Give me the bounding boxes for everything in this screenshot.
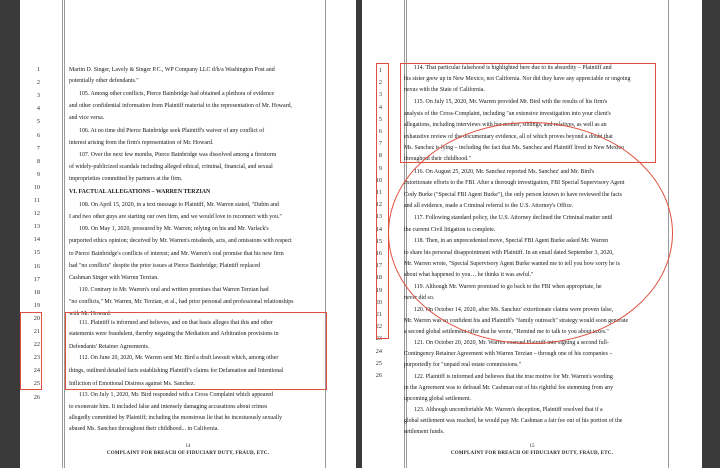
text-line: 117. Following standard policy, the U.S. Attorney declined the Criminal matter until — [414, 215, 613, 221]
text-line: Mr. Warren was so confident his and Plaintiff's "family outreach" strategy would soon generate — [404, 318, 629, 324]
text-line: a second global settlement offer that he wrote, "Remind me to talk to you about taxes." — [404, 329, 609, 335]
text-line: 120. On October 14, 2020, after Ms. Sanchez' extortionate claims were proven false, — [414, 307, 614, 313]
page-number: 15 — [529, 444, 535, 449]
text-line: 107. Over the next few months, Pierce Bainbridge was dissolved among a firestorm — [79, 152, 277, 158]
text-line: 109. On May 1, 2020, pressured by Mr. Warren; relying on his and Mr. Varlack's — [79, 226, 269, 232]
text-line: analysis of the Cross-Complaint, including "an extensive investigation into your client's — [404, 111, 611, 117]
line-number: 4 — [36, 105, 40, 113]
line-number: 18 — [375, 274, 382, 282]
line-number: 20 — [375, 298, 382, 306]
text-line: 122. Plaintiff is informed and believes that the true motive for Mr. Warren's wording — [414, 374, 613, 380]
line-number: 2 — [378, 79, 382, 87]
line-number: 12 — [375, 201, 382, 209]
text-line: "no conflicts," Mr. Warren, Mr. Terzian, et al., had prior personal and professional relationships — [69, 299, 294, 305]
text-line: improprieties committed by partners at the firm. — [69, 176, 183, 182]
text-line: Infliction of Emotional Distress against Ms. Sanchez. — [69, 381, 195, 387]
text-line: statements were fraudulent, thereby negating the Mediation and Arbitration provisions in — [69, 331, 279, 337]
line-number: 12 — [33, 210, 40, 218]
line-number: 9 — [378, 164, 382, 172]
line-number: 15 — [375, 237, 382, 245]
text-line: purportedly for "unpaid real estate commissions." — [404, 362, 522, 368]
text-line: Contingency Retainer Agreement with Warren Terzian – through one of his companies – — [404, 351, 613, 357]
text-line: VI. FACTUAL ALLEGATIONS – WARREN TERZIAN — [69, 189, 211, 195]
red-line-number-box — [20, 312, 42, 390]
red-annotation-box — [65, 312, 327, 390]
text-line: in the Agreement was to defraud Mr. Cashman out of his rightful fee stemming from any — [404, 385, 614, 391]
text-line: to share his personal disappointment with Plaintiff. In an email dated September 3, 2020, — [404, 250, 614, 256]
line-number: 22 — [375, 323, 382, 331]
text-line: to exonerate him. It included false and intensely damaging accusations about crimes — [69, 404, 268, 410]
text-line: Cody Burke ("Special FBI Agent Burke"), the only person known to have reviewed the facts — [404, 192, 622, 198]
line-number: 21 — [375, 311, 382, 318]
page-footer-title: COMPLAINT FOR BREACH OF FIDUCIARY DUTY, FRAUD, ETC. — [450, 451, 614, 456]
line-number: 8 — [36, 157, 40, 165]
line-number: 16 — [33, 262, 40, 270]
line-number: 25 — [33, 380, 40, 388]
margin-rule-inner — [64, 0, 65, 468]
text-line: potentially other defendants." — [69, 78, 139, 84]
line-number: 2 — [36, 79, 40, 87]
text-line: interest arising from the firm's representation of Mr. Howard. — [69, 140, 214, 146]
line-number: 5 — [378, 115, 382, 123]
text-line: upcoming global settlement. — [404, 396, 471, 402]
text-line: had "no conflicts" despite the prior issues at Pierce Bainbridge; Plaintiff replaced — [69, 263, 261, 269]
line-number: 26 — [375, 372, 382, 379]
text-line: 123. Although uncomfortable Mr. Warren's deception, Plaintiff resolved that if a — [414, 407, 603, 413]
line-number: 22 — [33, 341, 40, 349]
line-number: 23 — [33, 354, 40, 362]
text-line: I and two other guys are starting our own firm, and we would love to reconnect with you." — [69, 214, 282, 220]
text-line: 119. Although Mr. Warren promised to go back to the FBI when appropriate, he — [414, 284, 602, 290]
line-number: 17 — [375, 262, 382, 270]
text-line: Ms. Sanchez is lying – including the fact that Ms. Sanchez and Plaintiff lived in New Mexico — [404, 145, 625, 151]
text-line: and vice versa. — [69, 115, 105, 121]
margin-rule-right — [325, 0, 326, 468]
line-number: 9 — [36, 170, 40, 178]
line-number: 4 — [378, 103, 382, 111]
text-line: 112. On June 20, 2020, Mr. Warren sent Mr. Bird a draft lawsuit which, among other — [79, 355, 279, 361]
text-line: 121. On October 20, 2020, Mr. Warren coerced Plaintiff into signing a second full- — [414, 340, 609, 346]
text-line: 113. On July 1, 2020, Mr. Bird responded with a Cross Complaint which appeared — [79, 392, 273, 398]
line-number: 3 — [378, 91, 382, 99]
red-line-number-box — [376, 63, 389, 339]
line-number: 23 — [375, 335, 382, 343]
text-line: 115. On July 15, 2020, Mr. Warren provided Mr. Bird with the results of his firm's — [414, 99, 608, 105]
line-number: 24 — [375, 347, 382, 355]
red-annotation-ellipse — [388, 122, 673, 344]
text-line: allegedly committed by Plaintiff; including the monstrous lie that he incestuously sexually — [69, 415, 283, 421]
line-number: 15 — [33, 249, 40, 257]
text-line: exhaustive review of the documentary evidence, all of which proves beyond a doubt that — [404, 134, 613, 140]
text-line: nexus with the State of California. — [404, 87, 485, 93]
text-line: extortionate efforts to the FBI. After a thorough investigation, FBI Special Supervisory Agent — [404, 180, 625, 186]
text-line: to Pierce Bainbridge's conflicts of interest; and Mr. Warren's oral promise that his new firm — [69, 251, 284, 257]
line-number: 14 — [375, 225, 382, 233]
line-number: 24 — [33, 367, 40, 375]
line-number: 6 — [36, 131, 40, 139]
page-footer-title: COMPLAINT FOR BREACH OF FIDUCIARY DUTY, FRAUD, ETC. — [106, 451, 270, 456]
text-line: 111. Plaintiff is informed and believes, and on that basis alleges that this and other — [79, 320, 273, 326]
line-number: 13 — [33, 223, 40, 231]
line-number: 7 — [378, 140, 382, 148]
line-number: 1 — [36, 66, 40, 73]
line-number: 13 — [375, 213, 382, 221]
line-number: 11 — [375, 189, 382, 196]
text-line: about what happened to you… he thinks it was awful." — [404, 272, 534, 278]
page-number: 14 — [185, 444, 191, 449]
document-page-15 — [362, 0, 702, 468]
text-line: 108. On April 15, 2020, in a text message to Plaintiff, Mr. Warren stated, "Dubin and — [79, 202, 279, 208]
text-line: 118. Then, in an unprecedented move, Special FBI Agent Burke asked Mr. Warren — [414, 238, 609, 244]
text-line: 116. On August 25, 2020, Mr. Sanchez reported Ms. Sanchez' and Mr. Bird's — [414, 169, 595, 175]
text-line: Mr. Warren wrote, "Special Supervisory Agent Burke wanted me to tell you how sorry he is — [404, 261, 620, 267]
line-number: 10 — [375, 176, 382, 184]
line-number: 16 — [375, 250, 382, 257]
line-number: 7 — [36, 144, 40, 152]
line-number: 25 — [375, 359, 382, 367]
text-line: and all evidence, made a Criminal referral to the U.S. Attorney's Office. — [404, 203, 574, 209]
line-number: 19 — [33, 301, 40, 309]
line-number: 5 — [36, 118, 40, 126]
text-line: his sister grew up in New Mexico, not California. Nor did they have any appreciable or ongoing — [404, 76, 631, 82]
line-number: 3 — [36, 92, 40, 100]
text-line: never did so. — [404, 295, 435, 301]
line-number: 6 — [378, 128, 382, 135]
text-line: of widely-publicized scandals including alleged ethical, criminal, financial, and sexual — [69, 164, 273, 170]
text-line: Cashman Singer with Warren Terzian. — [69, 275, 159, 281]
line-number: 8 — [378, 152, 382, 160]
text-line: 110. Contrary to Mr. Warren's oral and written promises that Warren Terzian had — [79, 287, 269, 293]
text-line: 106. At no time did Pierce Bainbridge seek Plaintiff's waiver of any conflict of — [79, 128, 265, 134]
line-number: 19 — [375, 286, 382, 294]
line-number: 10 — [33, 183, 40, 191]
text-line: allegations, including interviews with her mother, siblings, and relatives, as well as an — [404, 122, 607, 128]
text-line: Martin D. Singer, Lavely & Singer P.C., WP Company LLC d/b/a Washington Post and — [69, 67, 275, 73]
line-number: 20 — [33, 314, 40, 322]
text-line: and other confidential information from Plaintiff material to the representation of Mr. Howard, — [69, 103, 293, 109]
line-number: 17 — [33, 275, 40, 283]
line-number: 1 — [378, 67, 382, 74]
text-line: purported ethics opinion; deceived by Mr. Warren's misdeeds, acts, and omissions with respect — [69, 238, 292, 244]
line-number: 14 — [33, 236, 40, 244]
line-number: 21 — [33, 328, 40, 335]
line-number: 26 — [33, 393, 40, 401]
text-line: Defendants' Retainer Agreements. — [69, 344, 150, 350]
line-number: 18 — [33, 288, 40, 296]
text-line: things, outlined detailed facts establishing Plaintiff's claims for Defamation and Intentional — [69, 368, 284, 374]
text-line: abused Ms. Sanchez throughout their childhood... in California. — [69, 426, 219, 432]
document-page-14 — [20, 0, 356, 468]
text-line: global settlement was reached, he would pay Mr. Cashman a fair fee out of his portion of the — [404, 418, 623, 424]
line-number: 11 — [33, 197, 40, 204]
text-line: throughout their childhood." — [404, 156, 472, 162]
text-line: 114. That particular falsehood is highlighted here due to its absurdity – Plaintiff and — [414, 65, 612, 71]
text-line: with Mr. Howard. — [69, 311, 112, 317]
text-line: 105. Among other conflicts, Pierce Bainbridge had obtained a plethora of evidence — [79, 91, 275, 97]
text-line: settlement funds. — [404, 429, 445, 435]
text-line: the current Civil litigation is complete. — [404, 227, 496, 233]
margin-rule-outer — [62, 0, 63, 468]
